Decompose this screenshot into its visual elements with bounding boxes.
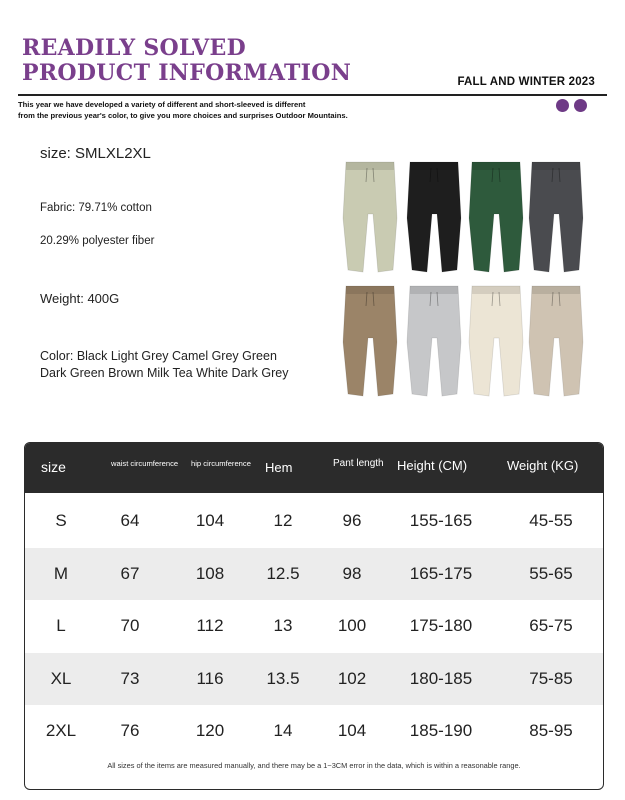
header-pant-length: Pant length <box>333 458 384 469</box>
table-cell: 55-65 <box>529 564 573 583</box>
table-cell: 112 <box>196 616 224 635</box>
pants-swatch <box>526 282 586 402</box>
table-row <box>25 548 603 600</box>
table-cell: 104 <box>337 721 367 740</box>
table-cell: 175-180 <box>409 616 473 635</box>
table-cell: 13 <box>273 616 293 635</box>
spec-colors: Color: Black Light Grey Camel Grey Green Dark Green Brown Milk Tea White Dark Grey <box>40 349 289 380</box>
table-cell: S <box>55 511 67 530</box>
table-cell: 85-95 <box>529 721 573 740</box>
table-cell: 67 <box>120 564 140 583</box>
table-cell: 104 <box>195 511 225 530</box>
dot-icon <box>574 99 587 112</box>
title-line-2: PRODUCT INFORMATION <box>22 60 352 86</box>
table-cell: 64 <box>120 511 140 530</box>
table-cell: 12 <box>273 511 293 530</box>
table-cell: 14 <box>273 721 293 740</box>
table-cell: 96 <box>342 511 362 530</box>
table-cell: 180-185 <box>409 669 473 688</box>
table-cell: 100 <box>337 616 367 635</box>
header-height: Height (CM) <box>397 458 468 473</box>
header-size: size <box>41 459 66 475</box>
page-title <box>22 36 351 86</box>
table-cell: 185-190 <box>409 721 473 740</box>
table-row <box>25 600 603 652</box>
header-waist: waist circumference <box>111 459 179 468</box>
spec-fabric-polyester: 20.29% polyester fiber <box>40 235 155 247</box>
pants-swatch <box>404 282 464 402</box>
table-cell: 13.5 <box>266 669 300 688</box>
header-divider <box>18 94 607 96</box>
pants-swatch <box>526 158 586 278</box>
table-cell: 98 <box>342 564 362 583</box>
product-color-swatches <box>340 158 590 408</box>
table-cell: 73 <box>120 669 140 688</box>
table-cell: XL <box>50 669 72 688</box>
table-cell: 165-175 <box>409 564 473 583</box>
table-cell: 76 <box>120 721 140 740</box>
table-cell: 102 <box>337 669 367 688</box>
table-cell: 75-85 <box>529 669 573 688</box>
pants-swatch <box>404 158 464 278</box>
spec-fabric-cotton: Fabric: 79.71% cotton <box>40 202 152 214</box>
size-chart <box>24 442 604 790</box>
table-cell: 70 <box>120 616 140 635</box>
table-cell: 12.5 <box>266 564 300 583</box>
title-line-1: READILY SOLVED <box>22 35 246 61</box>
table-cell: L <box>56 616 66 635</box>
pants-swatch <box>466 282 526 402</box>
table-cell: 65-75 <box>529 616 573 635</box>
size-chart-header <box>25 443 603 493</box>
table-cell: 108 <box>195 564 225 583</box>
table-row <box>25 495 603 547</box>
measurement-note: All sizes of the items are measured manually, and there may be a 1~3CM error in the data, which is within a reasonable range. <box>107 761 521 770</box>
pants-swatch <box>466 158 526 278</box>
header-hip: hip circumference <box>191 459 251 468</box>
decorative-dots <box>556 99 587 112</box>
intro-line-1: This year we have developed a variety of different and short-sleeved is different <box>18 100 306 109</box>
pants-swatch <box>340 282 400 402</box>
table-cell: 45-55 <box>529 511 573 530</box>
table-cell: 120 <box>195 721 225 740</box>
spec-size: size: SMLXL2XL <box>40 145 151 162</box>
dot-icon <box>556 99 569 112</box>
table-cell: M <box>53 564 69 583</box>
table-row <box>25 653 603 705</box>
intro-text <box>18 99 398 121</box>
header-hem: Hem <box>265 460 293 475</box>
intro-line-2: from the previous year's color, to give you more choices and surprises Outdoor Mountains. <box>18 111 348 120</box>
header-weight: Weight (KG) <box>507 458 579 473</box>
table-cell: 155-165 <box>409 511 473 530</box>
table-row <box>25 705 603 757</box>
season-label: FALL AND WINTER 2023 <box>457 76 595 88</box>
table-cell: 116 <box>196 669 224 688</box>
pants-swatch <box>340 158 400 278</box>
table-cell: 2XL <box>45 721 77 740</box>
spec-weight: Weight: 400G <box>40 291 120 306</box>
